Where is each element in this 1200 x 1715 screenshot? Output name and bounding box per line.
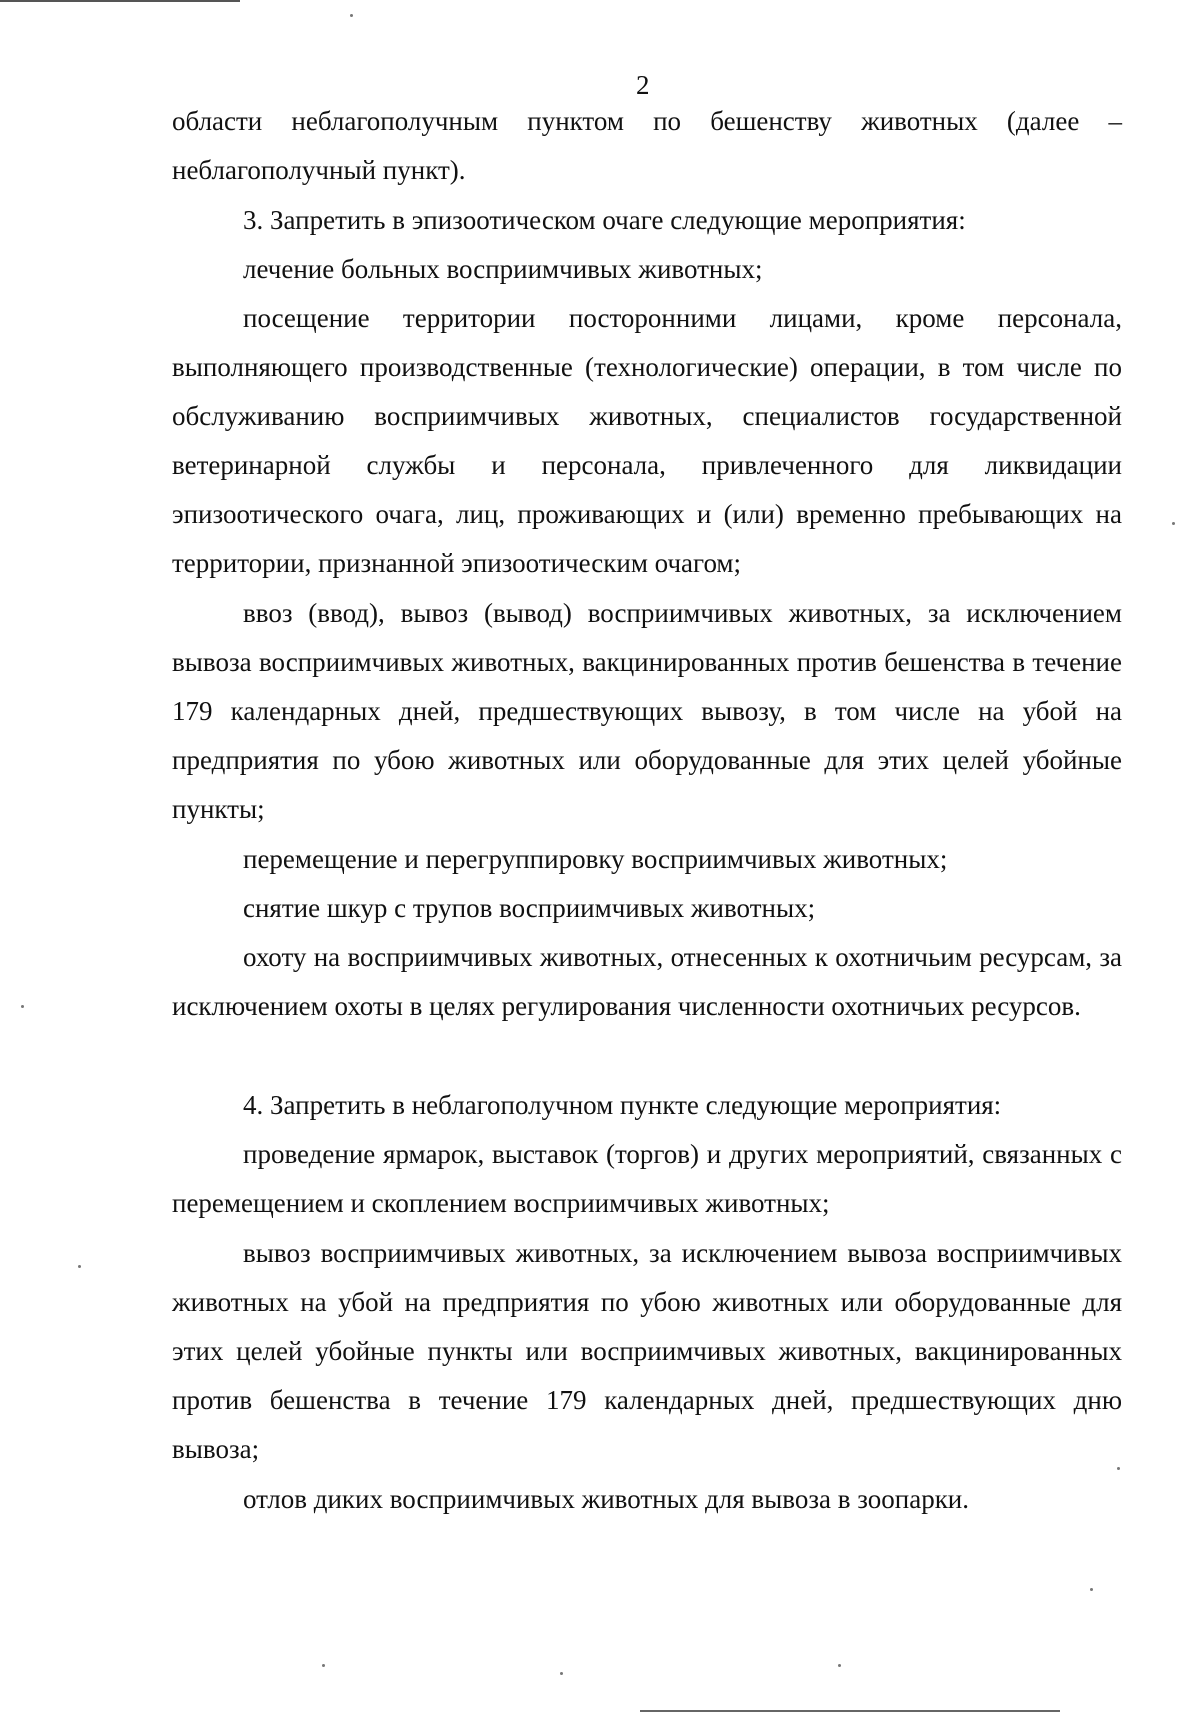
paragraph-fairs-ban: проведение ярмарок, выставок (торгов) и других мероприятий, связанных с перемещением и скоплением восприимчивых животных; [172,1139,1122,1218]
scan-speck [322,1664,325,1667]
paragraph-treatment-ban: лечение больных восприимчивых животных; [243,254,763,284]
paragraph-hunting-ban: охоту на восприимчивых животных, отнесенных к охотничьим ресурсам, за исключением охоты в целях регулирования численности охотничьих ресурсов. [172,942,1122,1021]
paragraph-continuation: области неблагополучным пунктом по бешенству животных (далее – неблагополучный пункт). [172,106,1122,185]
top-rule [0,0,240,2]
scan-speck [1090,1588,1093,1591]
page-number: 2 [636,70,650,100]
paragraph-item-4: 4. Запретить в неблагополучном пункте следующие мероприятия: [243,1090,1002,1120]
scan-speck [350,14,353,17]
paragraph-capture-ban: отлов диких восприимчивых животных для вывоза в зоопарки. [243,1484,970,1514]
paragraph-export-ban: вывоз восприимчивых животных, за исключением вывоза восприимчивых животных на убой на предприятия по убою животных или оборудованные для этих целей убойные пункты или восприимчивых животных, вакцинированных против бешенства в течение 179 календарных дней, предшествующих дню вывоза; [172,1238,1122,1464]
scan-speck [21,1005,24,1008]
paragraph-import-export-ban: ввоз (ввод), вывоз (вывод) восприимчивых животных, за исключением вывоза восприимчивых животных, вакцинированных против бешенства в течение 179 календарных дней, предшествующих вывозу, в том числе на убой на предприятия по убою животных или оборудованные для этих целей убойные пункты; [172,598,1122,824]
scan-speck [1117,1467,1120,1470]
paragraph-skinning-ban: снятие шкур с трупов восприимчивых животных; [243,893,816,923]
bottom-rule [640,1710,1060,1712]
paragraph-regrouping-ban: перемещение и перегруппировку восприимчивых животных; [243,844,948,874]
paragraph-visit-ban: посещение территории посторонними лицами, кроме персонала, выполняющего производственные (технологические) операции, в том числе по обслуживанию восприимчивых животных, специалистов государственной ветеринарной службы и персонала, привлеченного для ликвидации эпизоотического очага, лиц, проживающих и (или) временно пребывающих на территории, признанной эпизоотическим очагом; [172,303,1122,578]
scan-speck [838,1664,841,1667]
scan-speck [78,1265,81,1268]
paragraph-item-3: 3. Запретить в эпизоотическом очаге следующие мероприятия: [243,205,966,235]
scan-speck [560,1672,563,1675]
scan-speck [1172,522,1175,525]
